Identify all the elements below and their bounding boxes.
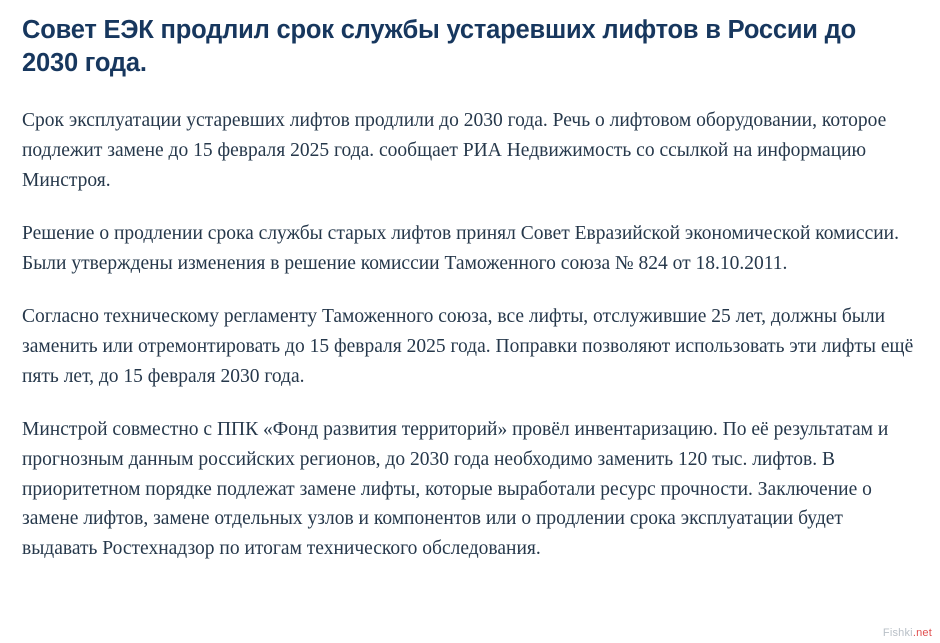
- article-paragraph: Срок эксплуатации устаревших лифтов продлили до 2030 года. Речь о лифтовом оборудовании, которое подлежит замене до 15 февраля 2025 года. сообщает РИА Недвижимость со ссылкой на информацию Минстроя.: [22, 110, 887, 191]
- article-body: [22, 106, 918, 563]
- article-paragraph: Минстрой совместно с ППК «Фонд развития территорий» провёл инвентаризацию. По её результатам и прогнозным данным российских регионов, до 2030 года необходимо заменить 120 тыс. лифтов. В приоритетном порядке подлежат замене лифты, которые выработали ресурс прочности. Заключение о замене лифтов, замене отдельных узлов и компонентов или о продлении срока эксплуатации будет выдавать Ростехнадзор по итогам технического обследования.: [22, 419, 889, 559]
- watermark-domain-suffix: .net: [912, 627, 932, 639]
- article-paragraph: Согласно техническому регламенту Таможенного союза, все лифты, отслужившие 25 лет, должны были заменить или отремонтировать до 15 февраля 2025 года. Поправки позволяют использовать эти лифты ещё пять лет, до 15 февраля 2030 года.: [22, 306, 914, 387]
- site-watermark: [883, 627, 932, 639]
- page-title: Совет ЕЭК продлил срок службы устаревших лифтов в России до 2030 года.: [22, 16, 857, 78]
- watermark-name: Fishki: [882, 627, 913, 639]
- article-paragraph: Решение о продлении срока службы старых лифтов принял Совет Евразийской экономической комиссии. Были утверждены изменения в решение комиссии Таможенного союза № 824 от 18.10.2011.: [22, 223, 899, 274]
